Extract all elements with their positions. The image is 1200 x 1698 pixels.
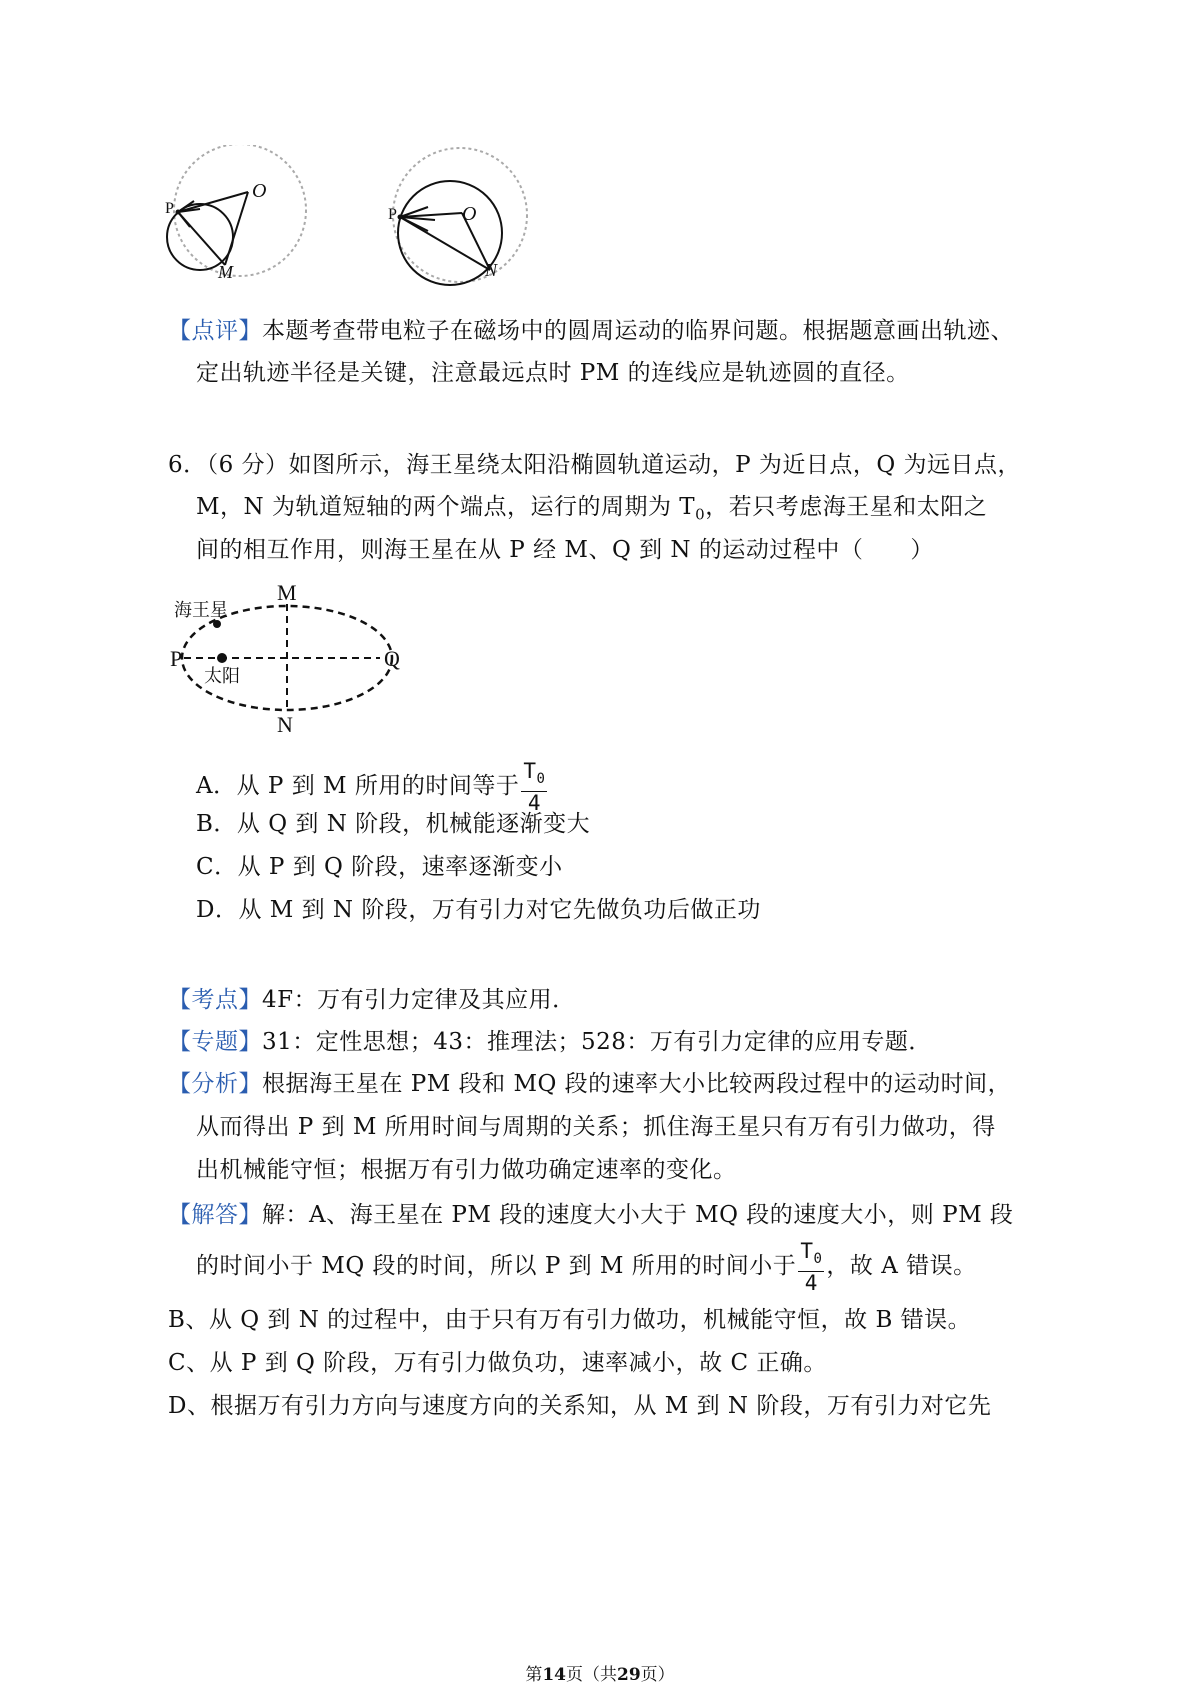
review-line-2: 定出轨迹半径是关键，注意最远点时 PM 的连线应是轨迹圆的直径。	[196, 360, 910, 386]
orbit-label-P: P	[170, 646, 183, 671]
fraction-T0-over-4: $\frac{T_0}{4}$	[523, 759, 546, 815]
option-A: A．从 P 到 M 所用的时间等于 $\frac{T_0}{4}$	[196, 759, 546, 815]
label-left-P: P	[165, 200, 174, 217]
review-line-1: 【点评】本题考查带电粒子在磁场中的圆周运动的临界问题。根据题意画出轨迹、	[168, 318, 1014, 344]
fenxi-line-2: 从而得出 P 到 M 所用时间与周期的关系；抓住海王星只有万有引力做功，得	[196, 1114, 996, 1140]
label-right-O: O	[462, 203, 477, 225]
jieda-line-1: 【解答】解：A、海王星在 PM 段的速度大小大于 MQ 段的速度大小，则 PM 段	[168, 1202, 1014, 1228]
question-line-3: 间的相互作用，则海王星在从 P 经 M、Q 到 N 的运动过程中（ ）	[196, 537, 934, 563]
fraction-T0-over-4-answer: $\frac{T_0}{4}$	[800, 1239, 823, 1295]
option-B: B．从 Q 到 N 阶段，机械能逐渐变大	[196, 811, 591, 837]
review-tag: 【点评】	[168, 318, 262, 344]
trajectory-figure	[160, 145, 540, 290]
page-number: 14	[542, 1665, 566, 1685]
page-total: 29	[617, 1665, 641, 1685]
label-right-N: N	[485, 260, 498, 280]
orbit-label-sun: 太阳	[204, 666, 240, 686]
fenxi-line-3: 出机械能守恒；根据万有引力做功确定速率的变化。	[196, 1157, 737, 1183]
label-left-M: M	[218, 262, 233, 282]
label-left-O: O	[252, 180, 267, 202]
orbit-label-Q: Q	[384, 646, 400, 671]
label-right-P: P	[388, 206, 397, 223]
page-footer: 第14页（共29页）	[525, 1665, 675, 1685]
question-line-1: 6．（6 分）如图所示，海王星绕太阳沿椭圆轨道运动，P 为近日点，Q 为远日点，	[168, 452, 1022, 478]
kaodian-line: 【考点】4F：万有引力定律及其应用．	[168, 987, 576, 1013]
option-D: D．从 M 到 N 阶段，万有引力对它先做负功后做正功	[196, 897, 761, 923]
orbit-label-M: M	[277, 580, 297, 605]
answer-C-line: C、从 P 到 Q 阶段，万有引力做负功，速率减小，故 C 正确。	[168, 1350, 827, 1376]
question-line-2: M，N 为轨道短轴的两个端点，运行的周期为 $T_0$，若只考虑海王星和太阳之	[196, 494, 988, 524]
orbit-label-N: N	[277, 712, 293, 737]
fenxi-line-1: 【分析】根据海王星在 PM 段和 MQ 段的速率大小比较两段过程中的运动时间，	[168, 1071, 1012, 1097]
answer-B-line: B、从 Q 到 N 的过程中，由于只有万有引力做功，机械能守恒，故 B 错误。	[168, 1307, 972, 1333]
answer-D-line: D、根据万有引力方向与速度方向的关系知，从 M 到 N 阶段，万有引力对它先	[168, 1393, 992, 1419]
jieda-line-2: 的时间小于 MQ 段的时间，所以 P 到 M 所用的时间小于 $\frac{T_0}{4}$ ，故 A 错误。	[196, 1239, 977, 1295]
orbit-label-planet: 海王星	[174, 600, 228, 620]
zhuanti-line: 【专题】31：定性思想；43：推理法；528：万有引力定律的应用专题．	[168, 1029, 932, 1055]
option-C: C．从 P 到 Q 阶段，速率逐渐变小	[196, 854, 563, 880]
